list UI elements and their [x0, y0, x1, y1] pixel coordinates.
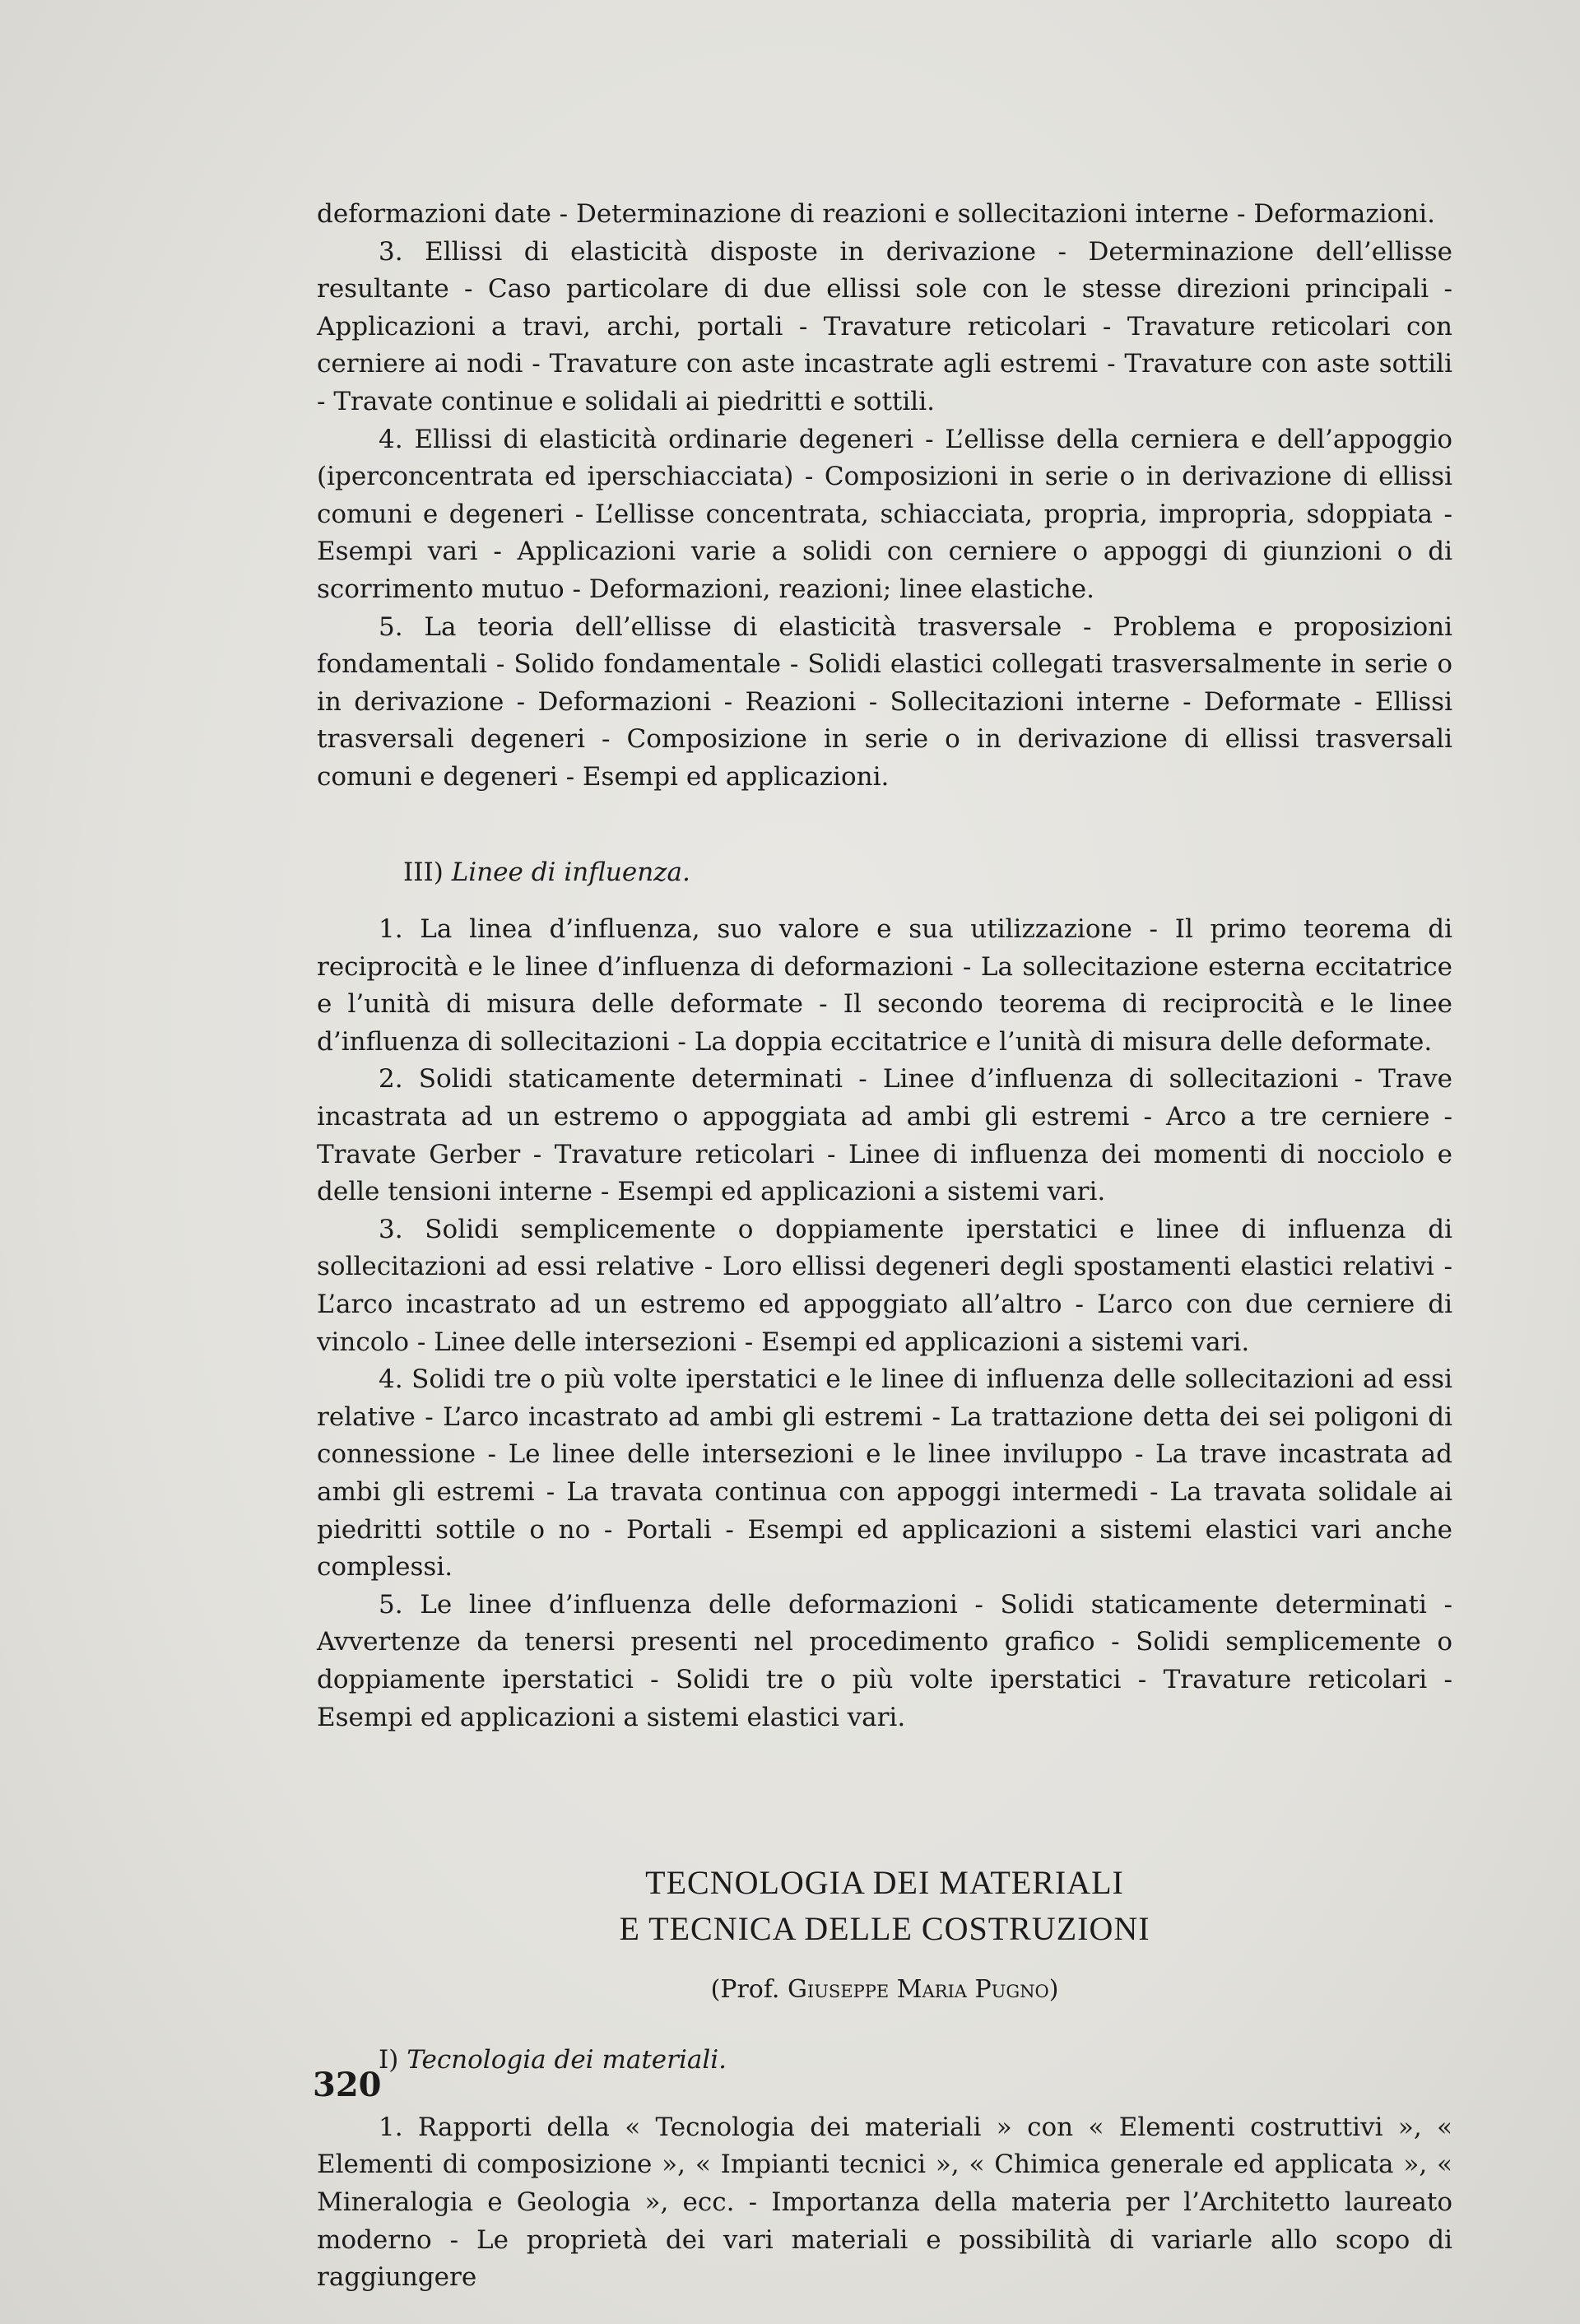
section-title: Tecnologia dei materiali. [407, 2045, 727, 2075]
professor-line [317, 1975, 1452, 2004]
course-title-line1: TECNOLOGIA DEI MATERIALI [645, 1864, 1124, 1902]
paragraph: 1. La linea d’influenza, suo valore e sua utilizzazione - Il primo teorema di reciprocità e le linee d’influenza di deformazioni - La sollecitazione esterna eccitatrice e l’unità di misura delle deformate - Il secondo teorema di reciprocità e le linee d’influenza di sollecitazioni - La doppia eccitatrice e l’unità di misura delle deformate. [317, 914, 1452, 1057]
section-number: III) [403, 857, 444, 887]
paragraph: 5. La teoria dell’ellisse di elasticità trasversale - Problema e proposizioni fondamentali - Solido fondamentale - Solidi elastici collegati trasversalmente in serie o in derivazione - Deformazioni - Reazioni - Sollecitazioni interne - Deformate - Ellissi trasversali degeneri - Composizione in serie o in derivazione di ellissi trasversali comuni e degeneri - Esempi ed applicazioni. [317, 611, 1452, 792]
section-title: Linee di influenza. [451, 857, 690, 887]
paragraph: 3. Ellissi di elasticità disposte in derivazione - Determinazione dell’ellisse resultante - Caso particolare di due ellissi sole con le stesse direzioni principali - Applicazioni a travi, archi, portali - Travature reticolari - Travature reticolari con cerniere ai nodi - Travature con aste incastrate agli estremi - Travature con aste sottili - Travate continue e solidali ai piedritti e sottili. [317, 236, 1452, 416]
paragraph: 3. Solidi semplicemente o doppiamente iperstatici e linee di influenza di sollecitazioni ad essi relative - Loro ellissi degeneri degli spostamenti elastici relativi - L’arco incastrato ad un estremo ed appoggiato all’altro - L’arco con due cerniere di vincolo - Linee delle intersezioni - Esempi ed applicazioni a sistemi vari. [317, 1214, 1452, 1357]
paragraph: 5. Le linee d’influenza delle deformazioni - Solidi staticamente determinati - Avvertenze da tenersi presenti nel procedimento grafico - Solidi semplicemente o doppiamente iperstatici - Solidi tre o più volte iperstatici - Travature reticolari - Esempi ed applicazioni a sistemi elastici vari. [317, 1589, 1452, 1732]
prof-open: (Prof. [710, 1975, 788, 2005]
prof-close: ) [1048, 1975, 1059, 2005]
paragraph: 2. Solidi staticamente determinati - Linee d’influenza di sollecitazioni - Trave incastrata ad un estremo o appoggiata ad ambi gli estremi - Arco a tre cerniere - Travate Gerber - Travature reticolari - Linee di influenza dei momenti di nocciolo e delle tensioni interne - Esempi ed applicazioni a sistemi vari. [317, 1064, 1452, 1207]
paragraph: 1. Rapporti della « Tecnologia dei materiali » con « Elementi costruttivi », « Elementi di composizione », « Impianti tecnici », « Chimica generale ed applicata », « Mineralogia e Geologia », ecc. - Importanza della materia per l’Architetto laureato moderno - Le proprietà dei vari materiali e possibilità di variarle allo scopo di raggiungere [317, 2112, 1452, 2293]
section-number: I) [379, 2045, 399, 2075]
paragraph: 4. Ellissi di elasticità ordinarie degeneri - L’ellisse della cerniera e dell’appoggio (iperconcentrata ed iperschiacciata) - Composizioni in serie o in derivazione di ellissi comuni e degeneri - L’ellisse concentrata, schiacciata, propria, impropria, sdoppiata - Esempi vari - Applicazioni varie a solidi con cerniere o appoggi di giunzioni o di scorrimento mutuo - Deformazioni, reazioni; linee elastiche. [317, 424, 1452, 604]
paragraph: 4. Solidi tre o più volte iperstatici e le linee di influenza delle sollecitazioni ad essi relative - L’arco incastrato ad ambi gli estremi - La trattazione detta dei sei poligoni di connessione - Le linee delle intersezioni e le linee inviluppo - La trave incastrata ad ambi gli estremi - La travata continua con appoggi intermedi - La travata solidale ai piedritti sottile o no - Portali - Esempi ed applicazioni a sistemi elastici vari anche complessi. [317, 1364, 1452, 1583]
prof-name: Giuseppe Maria Pugno [787, 1975, 1049, 2005]
section-heading-i [317, 2042, 1452, 2080]
course-title-line2: E TECNICA DELLE COSTRUZIONI [619, 1910, 1150, 1948]
section-heading-iii [317, 854, 1452, 892]
page-number: 320 [313, 2066, 382, 2104]
text-column [317, 196, 1452, 2297]
paragraph: deformazioni date - Determinazione di reazioni e sollecitazioni interne - Deformazioni. [317, 199, 1436, 229]
